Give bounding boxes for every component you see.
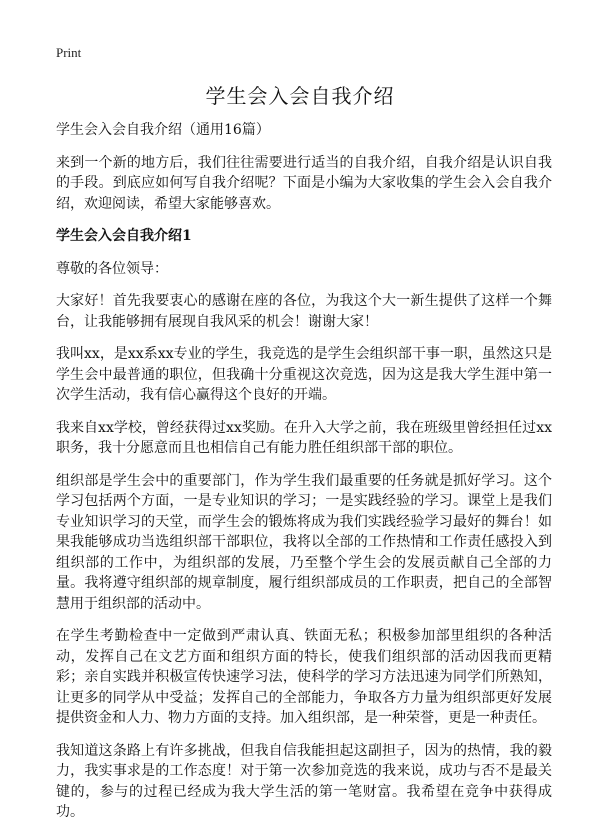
print-link[interactable]: Print bbox=[56, 45, 82, 60]
body-paragraph: 组织部是学生会中的重要部门，作为学生我们最重要的任务就是抓好学习。这个学习包括两个方面，一是专业知识的学习；一是实践经验的学习。课堂上是我们专业知识学习的天堂，而学生会的锻炼将成为我们实践经验学习最好的舞台！如果我能够成功当选组织部干部职位，我将以全部的工作热情和工作责任感投入到组织部的工作中，为组织部的发展，乃至整个学生会的发展贡献自己全部的力量。我将遵守组织部的规章制度，履行组织部成员的工作职责，把自己的全部智慧用于组织部的活动中。 bbox=[56, 472, 552, 612]
body-paragraph: 我知道这条路上有许多挑战，但我自信我能担起这副担子，因为的热情，我的毅力，我实事求是的工作态度！对于第一次参加竞选的我来说，成功与否不是最关键的，参与的过程已经成为我大学生活的第一笔财富。我希望在竞争中获得成功。 bbox=[56, 742, 552, 820]
body-paragraph: 大家好！首先我要衷心的感谢在座的各位，为我这个大一新生提供了这样一个舞台，让我能够拥有展现自我风采的机会！谢谢大家！ bbox=[56, 293, 552, 330]
body-paragraph: 我叫xx，是xx系xx专业的学生，我竞选的是学生会组织部干事一职，虽然这只是学生会中最普通的职位，但我确十分重视这次竞选，因为这是我大学生涯中第一次学生活动，我有信心赢得这个良好的开端。 bbox=[56, 346, 552, 403]
body-paragraph: 我来自xx学校，曾经获得过xx奖励。在升入大学之前，我在班级里曾经担任过xx职务，我十分愿意而且也相信自己有能力胜任组织部干部的职位。 bbox=[56, 419, 552, 456]
salutation: 尊敬的各位领导： bbox=[56, 260, 168, 277]
document-subtitle: 学生会入会自我介绍（通用16篇） bbox=[56, 122, 270, 138]
document-body bbox=[56, 120, 552, 835]
section-heading: 学生会入会自我介绍1 bbox=[56, 228, 192, 244]
body-paragraph: 在学生考勤检查中一定做到严肃认真、铁面无私；积极参加部里组织的各种活动，发挥自己在文艺方面和组织方面的特长，使我们组织部的活动因我而更精彩；亲自实践并积极宣传快速学习法，使科学的学习方法迅速为同学们所熟知，让更多的同学从中受益；发挥自己的全部能力，争取各方力量为组织部更好发展提供资金和人力、物力方面的支持。加入组织部，是一种荣誉，更是一种责任。 bbox=[56, 628, 552, 726]
intro-paragraph: 来到一个新的地方后，我们往往需要进行适当的自我介绍，自我介绍是认识自我的手段。到底应如何写自我介绍呢？下面是小编为大家收集的学生会入会自我介绍，欢迎阅读，希望大家能够喜欢。 bbox=[56, 154, 552, 212]
page-title: 学生会入会自我介绍 bbox=[205, 84, 395, 108]
